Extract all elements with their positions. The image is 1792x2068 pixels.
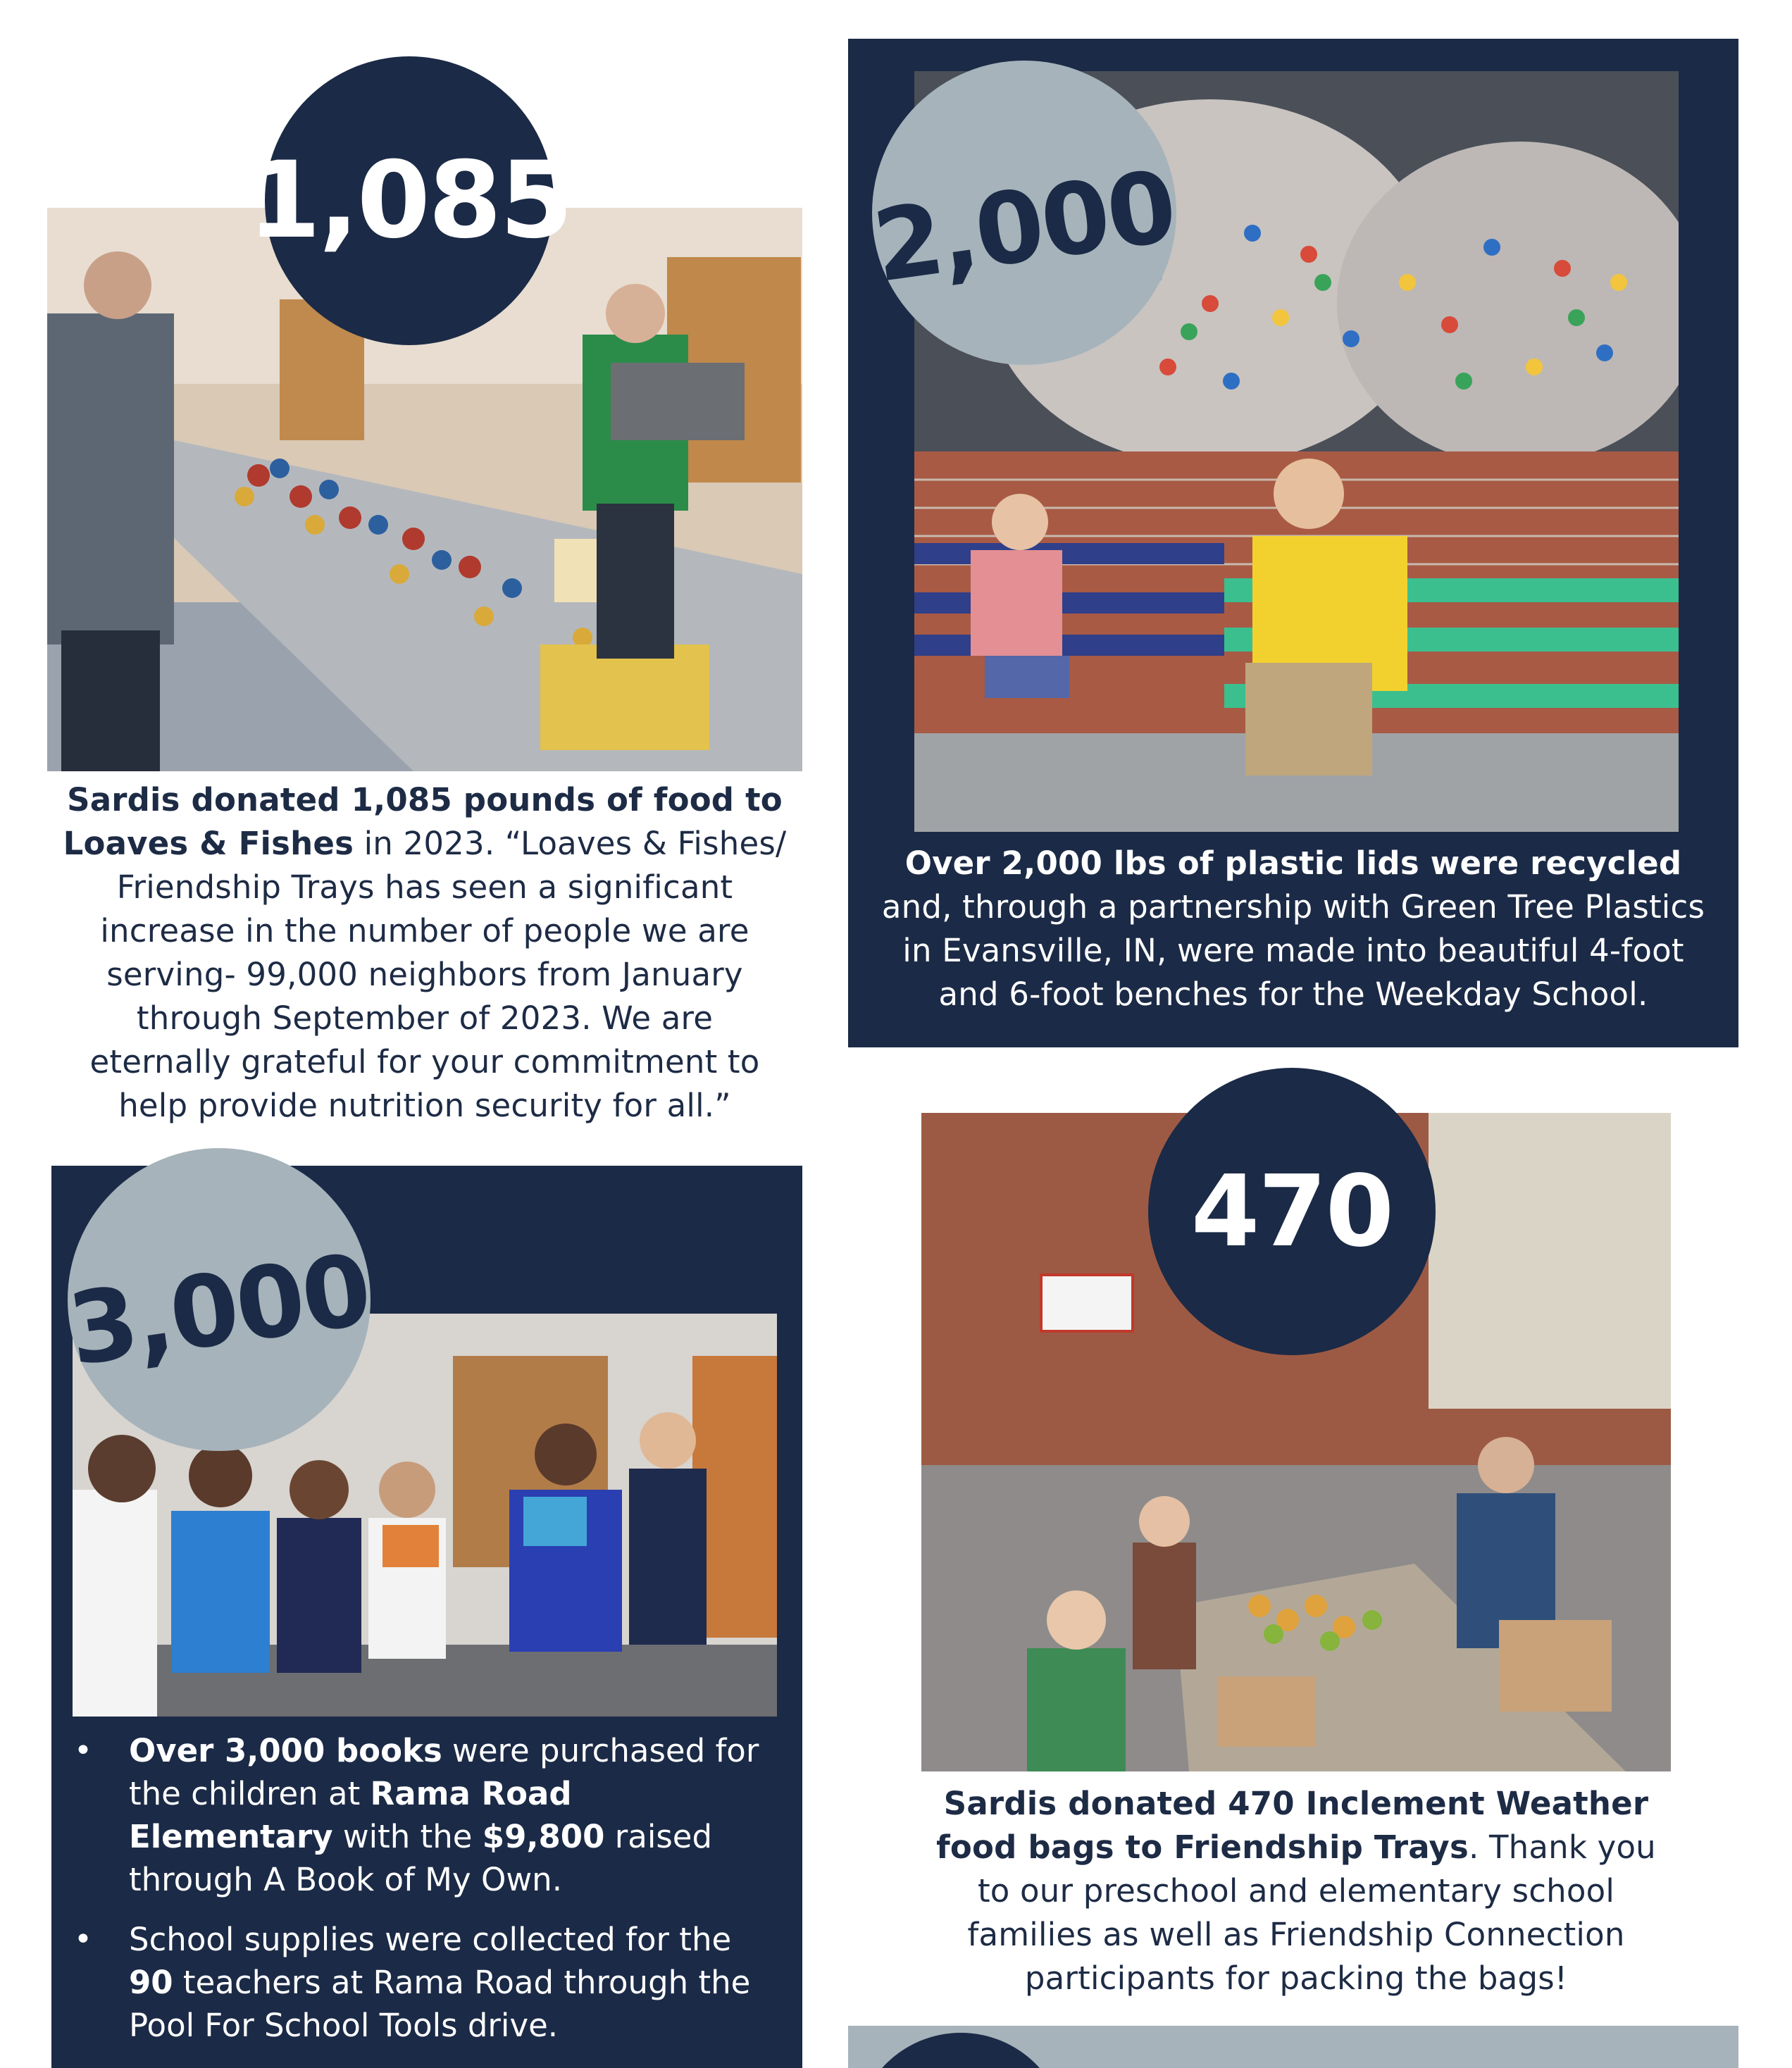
bold-text: Rama Road Elementary [129, 1775, 572, 1855]
text: teachers at Rama Road through the Pool For School Tools drive. [129, 1964, 751, 2044]
text: were purchased for the children at [129, 1732, 759, 1812]
stat-badge-books [61, 1148, 377, 1451]
food-caption-text: in 2023. “Loaves & Fishes/ Friendship Trays has seen a significant increase in the number of people we are serving- 99,000 neighbors from January through September of 2023. We are eternally grateful for your commitment to help provide nutrition security for all.” [89, 825, 787, 1124]
text: raised through A Book of My Own. [129, 1818, 713, 1898]
stat-badge-food [247, 56, 571, 345]
stat-value: 470 [1190, 1154, 1393, 1269]
list-item [129, 1918, 784, 2047]
text: with the [332, 1818, 483, 1855]
next-badge-edge [855, 2033, 1066, 2068]
food-caption [47, 778, 802, 1130]
stat-value: 3,000 [61, 1232, 377, 1388]
bold-text: 90 [129, 1964, 173, 2001]
stat-badge-bags [1148, 1068, 1436, 1355]
food-caption-bold: Sardis donated 1,085 pounds of food to Loaves & Fishes [63, 781, 783, 862]
bags-caption [916, 1782, 1676, 1997]
stat-value: 2,000 [866, 149, 1182, 305]
lids-caption-bold: Over 2,000 lbs of plastic lids were recycled [904, 845, 1682, 882]
bags-caption-bold: Sardis donated 470 Inclement Weather food bags to Friendship Trays [936, 1785, 1649, 1866]
bold-text: Over 3,000 books [129, 1732, 442, 1769]
bags-caption-text: . Thank you to our preschool and elementary school families as well as Friendship Connection participants for packing the bags! [967, 1829, 1656, 1997]
text: School supplies were collected for the [129, 1921, 732, 1958]
next-panel-edge [848, 2026, 1738, 2068]
stat-value: 1,085 [247, 139, 571, 262]
books-bullet-list [51, 1729, 784, 2064]
benches-photo [914, 451, 1679, 832]
lids-caption-text: and, through a partnership with Green Tree Plastics in Evansville, IN, were made into beautiful 4-foot and 6-foot benches for the Weekday School. [881, 888, 1705, 1013]
list-item [129, 1729, 784, 1901]
stat-badge-lids [866, 61, 1182, 365]
bold-text: $9,800 [482, 1818, 605, 1855]
benches-illustration [914, 451, 1679, 832]
lids-caption [876, 842, 1710, 1039]
